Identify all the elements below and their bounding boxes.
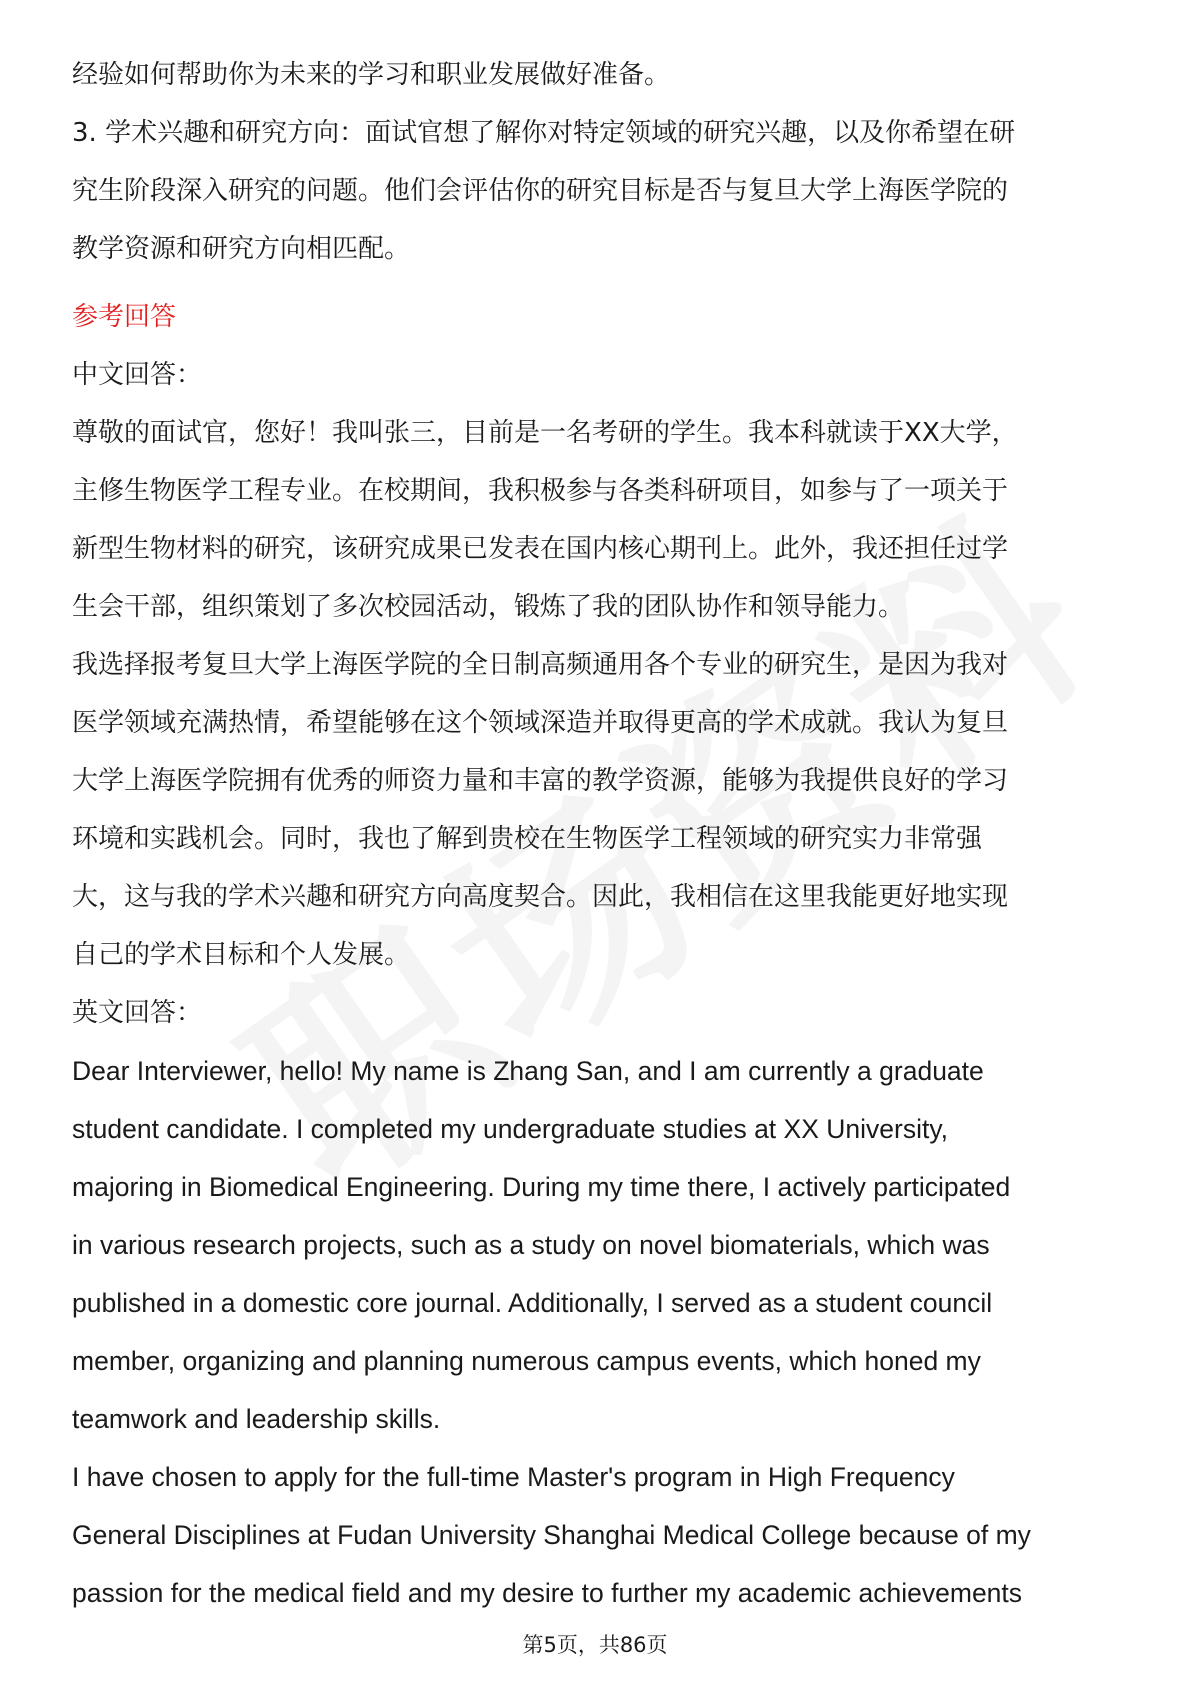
intro-line: 究生阶段深入研究的问题。他们会评估你的研究目标是否与复旦大学上海医学院的	[72, 176, 1009, 206]
chinese-answer-heading: 中文回答：	[72, 360, 203, 390]
chinese-line: 主修生物医学工程专业。在校期间，我积极参与各类科研项目，如参与了一项关于	[72, 476, 1009, 506]
chinese-line: 我选择报考复旦大学上海医学院的全日制高频通用各个专业的研究生，是因为我对	[72, 650, 1009, 680]
english-line: Dear Interviewer, hello! My name is Zhang San, and I am currently a graduate	[72, 1056, 984, 1086]
english-line: member, organizing and planning numerous campus events, which honed my	[72, 1346, 981, 1376]
english-line: General Disciplines at Fudan University Shanghai Medical College because of my	[72, 1520, 1031, 1550]
page-content	[72, 46, 1122, 1622]
chinese-line: 自己的学术目标和个人发展。	[72, 940, 411, 970]
english-line: teamwork and leadership skills.	[72, 1404, 441, 1434]
intro-line: 经验如何帮助你为未来的学习和职业发展做好准备。	[72, 60, 671, 90]
english-line: in various research projects, such as a study on novel biomaterials, which was	[72, 1230, 990, 1260]
chinese-line: 生会干部，组织策划了多次校园活动，锻炼了我的团队协作和领导能力。	[72, 592, 905, 622]
chinese-line: 大，这与我的学术兴趣和研究方向高度契合。因此，我相信在这里我能更好地实现	[72, 882, 1009, 912]
chinese-line: 大学上海医学院拥有优秀的师资力量和丰富的教学资源，能够为我提供良好的学习	[72, 766, 1009, 796]
chinese-line: 医学领域充满热情，希望能够在这个领域深造并取得更高的学术成就。我认为复旦	[72, 708, 1009, 738]
english-line: passion for the medical field and my desire to further my academic achievements	[72, 1578, 1023, 1608]
intro-section	[72, 46, 1122, 278]
english-answer-heading: 英文回答：	[72, 998, 203, 1028]
chinese-line: 环境和实践机会。同时，我也了解到贵校在生物医学工程领域的研究实力非常强	[72, 824, 983, 854]
english-line: published in a domestic core journal. Additionally, I served as a student council	[72, 1288, 993, 1318]
english-line: I have chosen to apply for the full-time Master's program in High Frequency	[72, 1462, 955, 1492]
page-footer: 第5页，共86页	[522, 1633, 668, 1657]
chinese-answer-body	[72, 404, 1122, 984]
english-line: majoring in Biomedical Engineering. During my time there, I actively participated	[72, 1172, 1011, 1202]
chinese-line: 新型生物材料的研究，该研究成果已发表在国内核心期刊上。此外，我还担任过学	[72, 534, 1009, 564]
chinese-line: 尊敬的面试官，您好！我叫张三，目前是一名考研的学生。我本科就读于XX大学，	[72, 418, 1018, 448]
reference-answer-heading: 参考回答	[72, 302, 177, 332]
intro-line: 教学资源和研究方向相匹配。	[72, 234, 411, 264]
english-line: student candidate. I completed my undergraduate studies at XX University,	[72, 1114, 948, 1144]
english-answer-body	[72, 1042, 1122, 1622]
intro-line: 3. 学术兴趣和研究方向：面试官想了解你对特定领域的研究兴趣，以及你希望在研	[72, 118, 1016, 148]
